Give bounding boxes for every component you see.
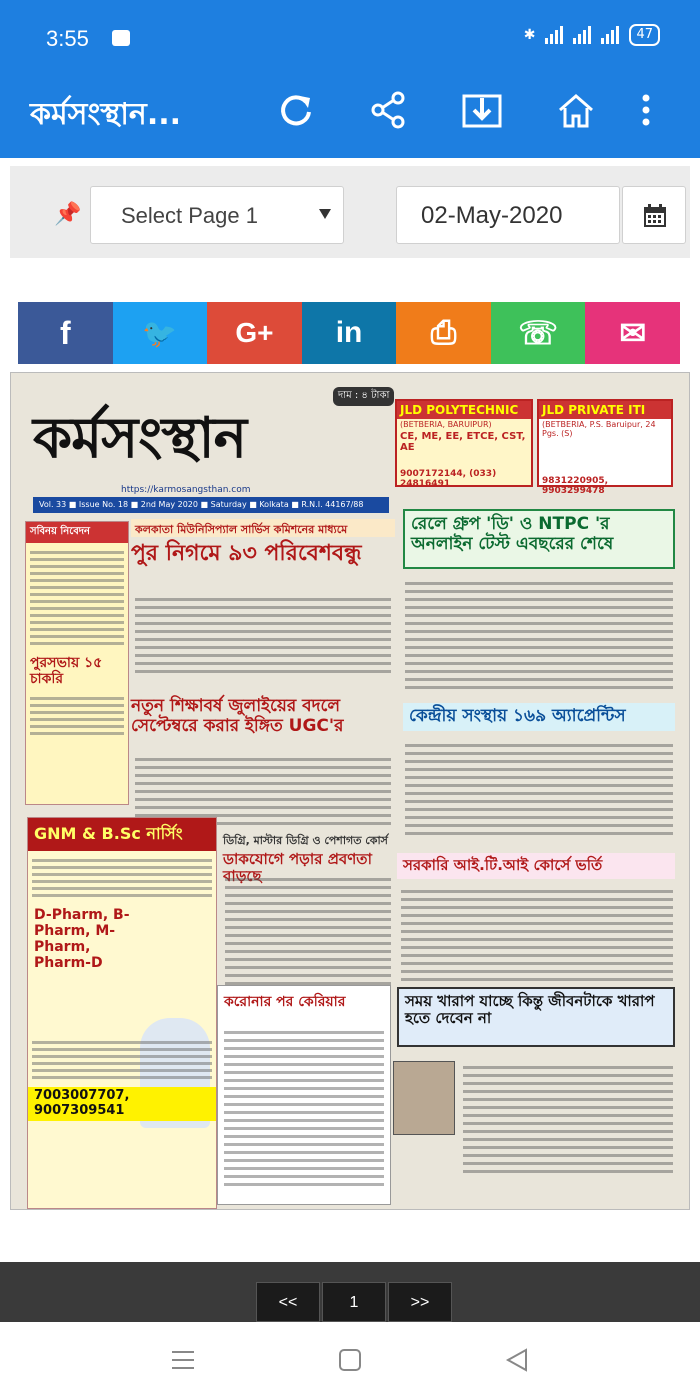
- railway-headline-box: [403, 509, 675, 569]
- select-page-value: Select Page 1: [121, 203, 258, 228]
- email-share-button[interactable]: [585, 302, 680, 364]
- jld-polytechnic-ad: [395, 399, 533, 487]
- download-icon[interactable]: [460, 88, 504, 132]
- recent-apps-icon[interactable]: [170, 1348, 196, 1372]
- linkedin-share-button[interactable]: [302, 302, 397, 364]
- facebook-share-button[interactable]: [18, 302, 113, 364]
- headline-kmc: পুর নিগমে ৯৩ পরিবেশবন্ধু: [131, 541, 362, 566]
- careers-title: করোনার পর কেরিয়ার: [224, 994, 346, 1010]
- home-nav-icon[interactable]: [338, 1348, 362, 1372]
- apprentice-headline: কেন্দ্রীয় সংস্থায় ১৬৯ অ্যাপ্রেন্টিস: [409, 706, 626, 726]
- email-icon: ✉: [619, 315, 647, 351]
- railway-headline: রেলে গ্রুপ 'ডি' ও NTPC 'র অনলাইন টেস্ট এবছরের শেষে: [411, 514, 614, 554]
- pharmacy-courses: D-Pharm, B-Pharm, M-Pharm, Pharm-D: [34, 907, 130, 972]
- share-icon[interactable]: [366, 88, 410, 132]
- twitter-icon: 🐦: [142, 317, 178, 349]
- whatsapp-icon: ☏: [518, 315, 559, 351]
- current-page-button[interactable]: 1: [322, 1282, 386, 1322]
- google-plus-icon: G+: [235, 317, 274, 348]
- degree-subheadline: ডিগ্রি, মাস্টার ডিগ্রি ও পেশাগত কোর্স: [223, 834, 388, 847]
- motivation-headline: সময় খারাপ যাচ্ছে কিন্তু জীবনটাকে খারাপ হতে দেবেন না: [405, 992, 655, 1028]
- print-button[interactable]: [396, 302, 491, 364]
- website-label: https://karmosangsthan.com: [121, 485, 251, 495]
- ad-phone: 9831220905, 9903299478: [542, 476, 609, 496]
- motivation-headline-box: [397, 987, 675, 1047]
- home-icon[interactable]: [554, 88, 598, 132]
- signal-icon-2: [573, 26, 591, 44]
- distance-article-text: [225, 873, 391, 990]
- price-badge: দাম : ৪ টাকা: [333, 387, 394, 406]
- next-page-button[interactable]: >>: [388, 1282, 452, 1322]
- motivation-article-text: [463, 1061, 673, 1178]
- notice-title: সবিনয় নিবেদন: [26, 522, 128, 543]
- issue-info-bar: Vol. 33 ■ Issue No. 18 ■ 2nd May 2020 ■ Saturday ■ Kolkata ■ R.N.I. 44167/88: [33, 497, 389, 513]
- distance-learning-headline: ডাকযোগে পড়ার প্রবণতা বাড়ছে: [223, 850, 372, 886]
- ad-courses: CE, ME, EE, ETCE, CST, AE: [400, 431, 526, 453]
- pura-headline: পুরসভায় ১৫ চাকরি: [30, 655, 103, 688]
- ad-subtitle: (BETBERIA, BARUIPUR): [400, 420, 492, 429]
- status-time: 3:55: [46, 26, 89, 51]
- facebook-icon: f: [59, 314, 71, 351]
- whatsapp-share-button[interactable]: [491, 302, 586, 364]
- more-options-icon[interactable]: [636, 88, 656, 132]
- app-bar: [0, 60, 700, 158]
- iti-article-text: [401, 885, 673, 986]
- ad-phone: 9007172144, (033) 24816491: [400, 469, 497, 489]
- gnm-phone: 7003007707, 9007309541: [28, 1087, 216, 1121]
- gnm-title: GNM & B.Sc নার্সিং: [28, 818, 216, 851]
- app-title: কর্মসংস্থান...: [30, 97, 182, 132]
- bluetooth-icon: ✱: [523, 27, 536, 43]
- twitter-share-button[interactable]: [113, 302, 208, 364]
- share-buttons: [18, 302, 680, 364]
- notification-app-icon: [112, 30, 130, 46]
- print-icon: ⎙: [430, 314, 457, 350]
- ad-title: JLD PRIVATE ITI: [539, 401, 671, 419]
- date-field[interactable]: [396, 186, 620, 244]
- careers-after-corona-box: [217, 985, 391, 1205]
- back-icon[interactable]: [504, 1346, 530, 1374]
- iti-headline: সরকারি আই.টি.আই কোর্সে ভর্তি: [403, 856, 603, 874]
- left-notice-column: [25, 521, 129, 805]
- ad-subtitle: (BETBERIA, P.S. Baruipur, 24 Pgs. (S): [542, 420, 656, 438]
- newspaper-logo: কর্মসংস্থান: [33, 405, 247, 471]
- battery-indicator: 47: [629, 24, 660, 46]
- google-plus-share-button[interactable]: [207, 302, 302, 364]
- author-photo: [393, 1061, 455, 1135]
- kmc-article-text: [135, 593, 391, 678]
- apprentice-article-text: [405, 739, 673, 840]
- select-page-dropdown[interactable]: [90, 186, 344, 244]
- linkedin-icon: in: [335, 316, 363, 349]
- ad-title: JLD POLYTECHNIC: [397, 401, 531, 419]
- calendar-icon: [641, 202, 669, 230]
- apprentice-headline-box: [403, 703, 675, 731]
- signal-icon: [545, 26, 563, 44]
- system-nav-bar: [0, 1322, 700, 1400]
- page-controls: [10, 166, 690, 258]
- newspaper-page[interactable]: [10, 372, 690, 1210]
- calendar-button[interactable]: [622, 186, 686, 244]
- pagination-bar: [0, 1262, 700, 1322]
- iti-headline-box: [397, 853, 675, 879]
- jld-private-iti-ad: [537, 399, 673, 496]
- ugc-headline: নতুন শিক্ষাবর্ষ জুলাইয়ের বদলে সেপ্টেম্বরে করার ইঙ্গিত UGC'র: [131, 696, 344, 736]
- kmc-strip: কলকাতা মিউনিসিপ্যাল সার্ভিস কমিশনের মাধ্যমে: [131, 519, 395, 537]
- dropdown-arrow-icon: [319, 209, 331, 219]
- signal-icon-3: [601, 26, 619, 44]
- date-value: 02-May-2020: [421, 202, 563, 229]
- pin-icon[interactable]: 📌: [54, 202, 82, 227]
- prev-page-button[interactable]: <<: [256, 1282, 320, 1322]
- refresh-icon[interactable]: [274, 88, 318, 132]
- railway-article-text: [405, 577, 673, 694]
- status-icons: [524, 24, 660, 46]
- gnm-nursing-ad: [27, 817, 217, 1209]
